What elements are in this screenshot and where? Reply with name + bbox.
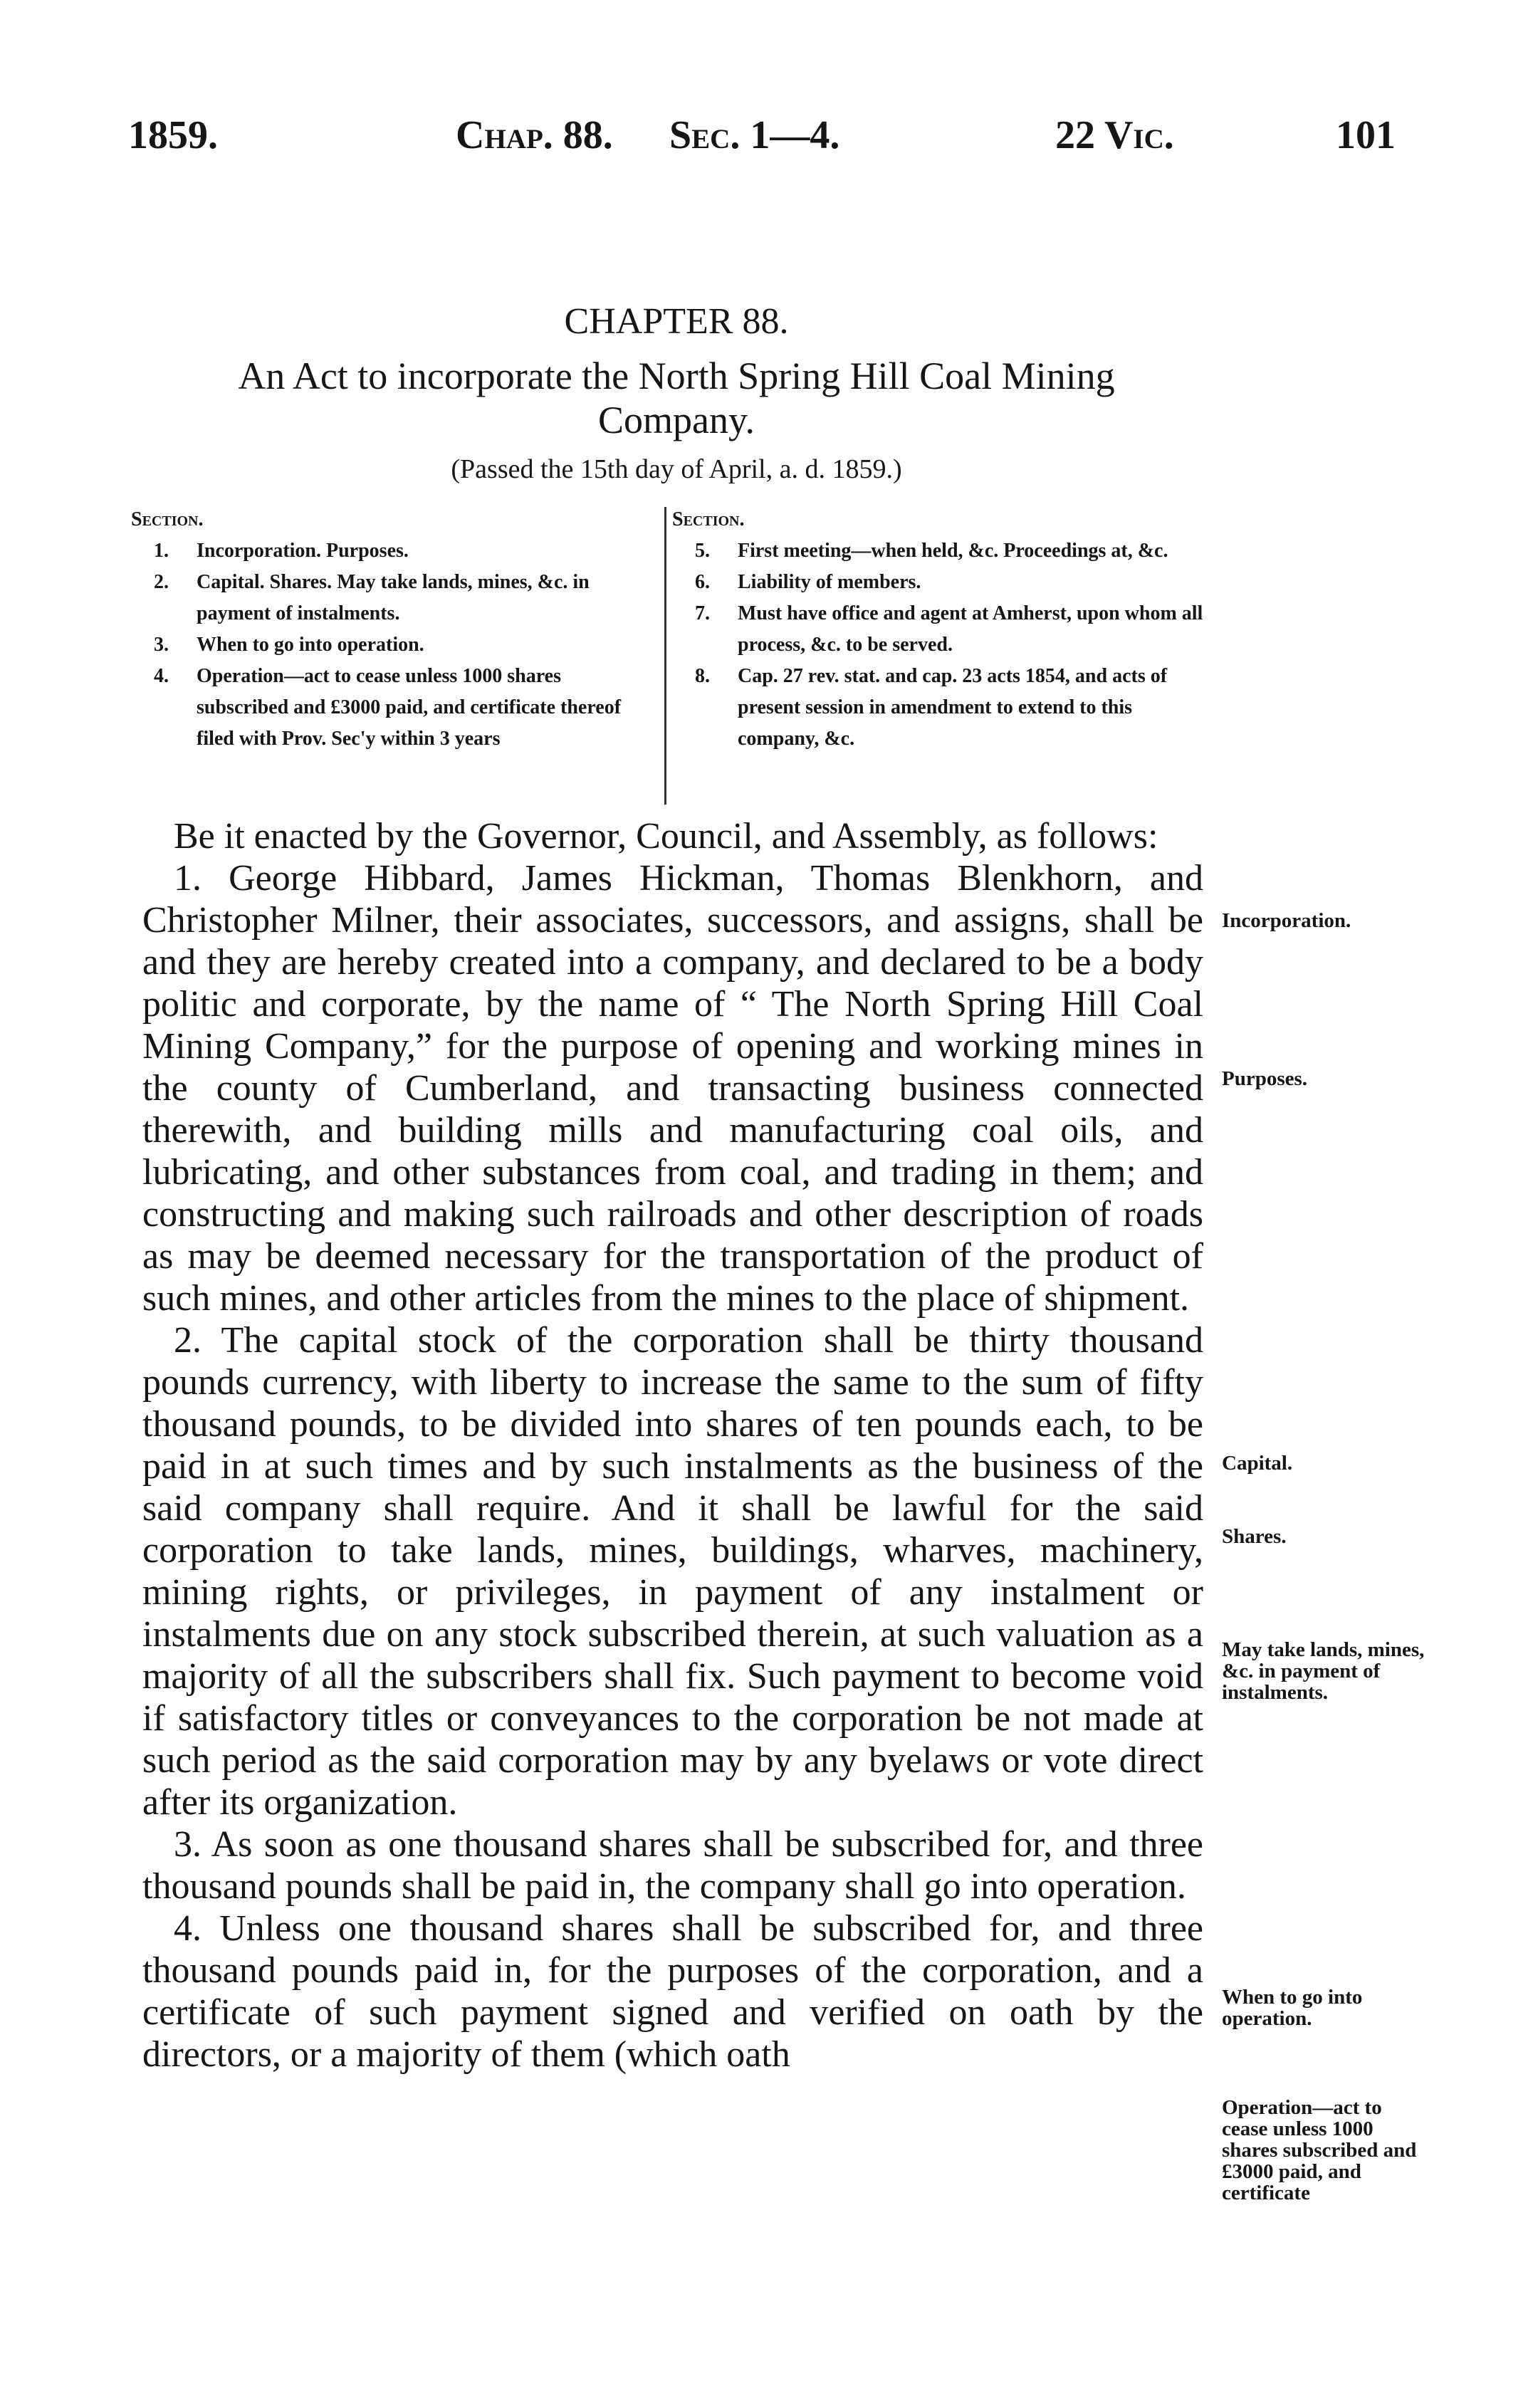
toc-item: 2. Capital. Shares. May take lands, mines, &c. in payment of instalments. (154, 571, 590, 624)
page-number: 101 (1336, 113, 1396, 157)
margin-note-purposes: Purposes. (1222, 1067, 1308, 1090)
act-title: An Act to incorporate the North Spring Hill Coal Mining Company. (238, 355, 1115, 441)
section-2: 2. The capital stock of the corporation shall be thirty thousand pounds currency, with liberty to increase the same to the sum of fifty thousand pounds, to be divided into shares of ten pounds each, to be paid in at such times and by such instalments as the business of the said company shall require. And it shall be lawful for the said corporation to take lands, mines, buildings, wharves, machinery, mining rights, or privileges, in payment of any instalment or instalments due on any stock subscribed therein, at such valuation as a majority of all the subscribers shall fix. Such payment to become void if satisfactory titles or conveyances to the corporation be not made at such period as the said corporation may by any byelaws or vote direct after its organization. (142, 1320, 1203, 1823)
header-year: 1859. (128, 113, 218, 157)
header-section-ref: Sec. 1—4. (669, 113, 840, 157)
margin-note-capital: Capital. (1222, 1452, 1293, 1475)
toc-right-header: Section. (672, 508, 745, 530)
margin-note-incorporation: Incorporation. (1222, 909, 1351, 932)
toc-item: 7. Must have office and agent at Amherst, upon whom all process, &c. to be served. (695, 602, 1203, 656)
header-regnal-year: 22 Vic. (1055, 113, 1174, 157)
toc-item: 8. Cap. 27 rev. stat. and cap. 23 acts 1854, and acts of present session in amendment to extend to this company, &c. (695, 665, 1168, 750)
margin-note-shares: Shares. (1222, 1525, 1287, 1548)
chapter-title: CHAPTER 88. (564, 301, 789, 342)
toc-left-column (131, 504, 658, 755)
toc-item: 1. Incorporation. Purposes. (154, 540, 409, 562)
section-3: 3. As soon as one thousand shares shall be subscribed for, and three thousand pounds shall be paid in, the company shall go into operation. (142, 1824, 1203, 1907)
margin-note-when-to-go: When to go into operation. (1222, 1986, 1363, 2030)
toc-item: 4. Operation—act to cease unless 1000 shares subscribed and £3000 paid, and certificate thereof filed with Prov. Sec'y within 3 years (154, 665, 622, 750)
margin-note-operation: Operation—act to cease unless 1000 shares subscribed and £3000 paid, and certificate (1222, 2096, 1417, 2204)
act-body (142, 815, 1203, 2075)
passed-date: (Passed the 15th day of April, a. d. 1859.) (451, 454, 902, 484)
enacting-clause: Be it enacted by the Governor, Council, and Assembly, as follows: (174, 816, 1158, 857)
section-1: 1. George Hibbard, James Hickman, Thomas Blenkhorn, and Christopher Milner, their associates, successors, and assigns, shall be and they are hereby created into a company, and declared to be a body politic and corporate, by the name of “ The North Spring Hill Coal Mining Company,” for the purpose of opening and working mines in the county of Cumberland, and transacting business connected therewith, and building mills and manufacturing coal oils, and lubricating, and other substances from coal, and trading in them; and constructing and making such railroads and other description of roads as may be deemed necessary for the transportation of the product of such mines, and other articles from the mines to the place of shipment. (142, 858, 1203, 1319)
toc-left-header: Section. (131, 508, 204, 530)
toc-right-column (672, 504, 1213, 755)
margin-note-may-take-lands: May take lands, mines, &c. in payment of instalments. (1222, 1638, 1425, 1704)
toc-item: 3. When to go into operation. (154, 634, 424, 656)
section-4: 4. Unless one thousand shares shall be subscribed for, and three thousand pounds paid in, for the purposes of the corporation, and a certificate of such payment signed and verified on oath by the directors, or a majority of them (which oath (142, 1908, 1203, 2075)
toc-item: 5. First meeting—when held, &c. Proceedings at, &c. (695, 540, 1168, 562)
header-chapter-ref: Chap. 88. (456, 113, 613, 157)
toc-divider (664, 507, 666, 805)
toc-item: 6. Liability of members. (695, 571, 921, 593)
